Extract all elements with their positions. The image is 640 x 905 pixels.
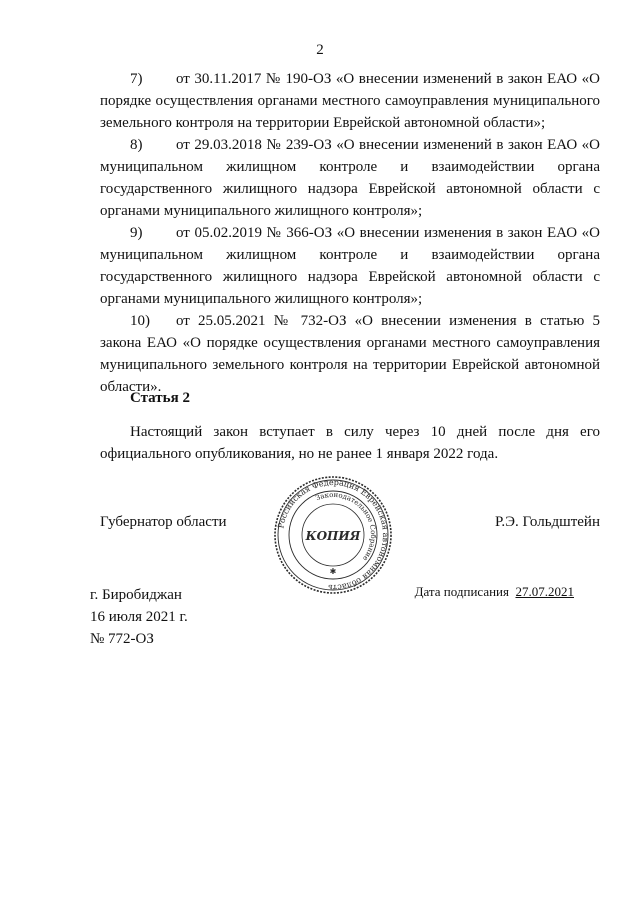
item-text: от 29.03.2018 № 239-ОЗ «О внесении изменений в закон ЕАО «О муниципальном жилищном контроле и взаимодействии органа государственного жилищного надзора Еврейской автономной области с органами муниципального жилищного контроля»; [100,137,600,219]
seal-outer-text: Российская Федерация Еврейская автономная область [276,477,391,593]
signatory-name: Р.Э. Гольдштейн [494,514,600,530]
item-number: 10) [130,313,150,329]
seal-inner-text: Законодательное Собрание [314,490,378,563]
list-item [100,134,600,222]
signing-date-label: Дата подписания [414,584,509,599]
list-item [100,222,600,310]
item-number: 7) [130,71,143,87]
seal-star-icon: ✱ [329,567,337,576]
page-number: 2 [316,42,324,58]
list-item [100,68,600,134]
signing-date [415,584,574,600]
place-and-date-block [90,584,188,650]
item-text: от 25.05.2021 № 732-ОЗ «О внесении изменения в статью 5 закона ЕАО «О порядке осуществления органами местного самоуправления муниципального земельного контроля на территории Еврейской автономной области». [100,313,600,395]
seal-center-text: КОПИЯ [305,529,361,543]
official-seal [272,474,394,596]
article-heading: Статья 2 [130,390,190,406]
signing-date-value: 27.07.2021 [515,584,574,599]
item-number: 9) [130,225,143,241]
city: г. Биробиджан [90,587,182,603]
list-item [100,310,600,398]
signatory-title: Губернатор области [100,514,227,530]
item-number: 8) [130,137,143,153]
item-text: от 05.02.2019 № 366-ОЗ «О внесении изменения в закон ЕАО «О муниципальном жилищном контроле и взаимодействии органа государственного жилищного надзора Еврейской автономной области с органами муниципального жилищного контроля»; [100,225,600,307]
item-text: от 30.11.2017 № 190-ОЗ «О внесении изменений в закон ЕАО «О порядке осуществления органами местного самоуправления муниципального земельного контроля на территории Еврейской автономной области»; [100,71,600,131]
article-text: Настоящий закон вступает в силу через 10 дней после дня его официального опубликования, но не ранее 1 января 2022 года. [100,424,600,462]
adoption-date: 16 июля 2021 г. [90,609,188,625]
law-number: № 772-ОЗ [90,631,154,647]
amendments-list [100,68,600,398]
